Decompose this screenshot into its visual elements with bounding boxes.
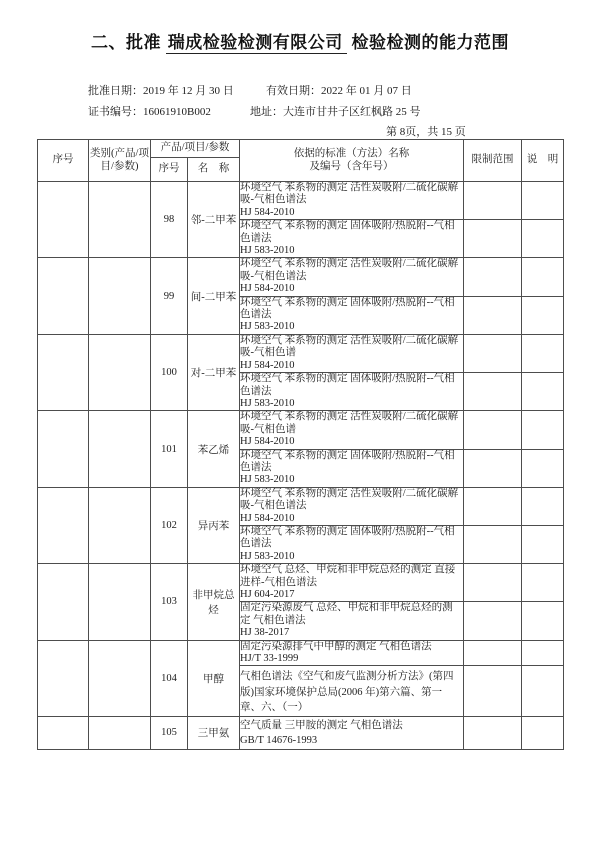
note-cell — [522, 182, 564, 220]
header-limit: 限制范围 — [464, 140, 522, 182]
capability-table — [37, 139, 564, 750]
limit-cell — [464, 411, 522, 449]
address-label: 地址： — [250, 106, 283, 118]
standard-code: HJ 584-2010 — [240, 359, 295, 371]
note-cell — [522, 640, 564, 666]
limit-cell — [464, 449, 522, 487]
standard-code: GB/T 14676-1993 — [240, 734, 318, 746]
standard-cell — [240, 296, 464, 334]
standard-method: 环境空气 苯系物的测定 活性炭吸附/二硫化碳解吸-气相色谱 — [240, 334, 459, 359]
approval-date — [88, 82, 234, 98]
seq-cell — [38, 334, 89, 410]
standard-code: HJ 583-2010 — [240, 474, 295, 486]
address-value: 大连市甘井子区红枫路 25 号 — [283, 106, 421, 118]
limit-cell — [464, 258, 522, 296]
standard-cell — [240, 564, 464, 602]
standard-cell — [240, 640, 464, 666]
row-name-cell: 异丙苯 — [188, 487, 240, 563]
seq-cell — [38, 258, 89, 334]
standard-cell — [240, 220, 464, 258]
limit-cell — [464, 640, 522, 666]
valid-date-value: 2022 年 01 月 07 日 — [321, 85, 412, 97]
header-note: 说 明 — [522, 140, 564, 182]
standard-cell — [240, 666, 464, 717]
standard-method: 固定污染源废气 总烃、甲烷和非甲烷总烃的测定 气相色谱法 — [240, 602, 453, 626]
limit-cell — [464, 602, 522, 640]
standard-code: HJ 583-2010 — [240, 321, 295, 333]
note-cell — [522, 666, 564, 717]
limit-cell — [464, 220, 522, 258]
table-header-row-1 — [38, 140, 564, 158]
standard-cell — [240, 487, 464, 525]
page-indicator: 第 8页，共 15 页 — [386, 126, 466, 138]
standard-cell — [240, 373, 464, 411]
table-row — [38, 564, 564, 602]
certificate-number — [88, 103, 211, 119]
category-cell — [89, 564, 151, 640]
standard-method: 环境空气 苯系物的测定 固体吸附/热脱附--气相色谱法 — [240, 525, 455, 550]
standard-code: HJ 584-2010 — [240, 206, 295, 218]
row-number-cell: 104 — [151, 640, 188, 716]
standard-code: HJ 604-2017 — [240, 589, 295, 600]
limit-cell — [464, 487, 522, 525]
standard-cell — [240, 449, 464, 487]
row-name-cell: 邻-二甲苯 — [188, 182, 240, 258]
title-company-underlined: 瑞成检验检测有限公司 — [166, 33, 347, 54]
standard-method: 环境空气 总烃、甲烷和非甲烷总烃的测定 直接进样-气相色谱法 — [240, 564, 456, 588]
category-cell — [89, 716, 151, 749]
seq-cell — [38, 182, 89, 258]
title-suffix: 检验检测的能力范围 — [351, 33, 509, 52]
seq-cell — [38, 716, 89, 749]
standard-code: HJ 584-2010 — [240, 436, 295, 448]
note-cell — [522, 296, 564, 334]
limit-cell — [464, 334, 522, 372]
table-row — [38, 487, 564, 525]
header-product-seq: 序号 — [151, 158, 188, 182]
note-cell — [522, 716, 564, 749]
header-standard — [240, 140, 464, 182]
limit-cell — [464, 296, 522, 334]
header-standard-line1: 依据的标准（方法）名称 — [293, 148, 410, 159]
standard-code: HJ 583-2010 — [240, 550, 295, 562]
standard-code: HJ 583-2010 — [240, 397, 295, 409]
standard-method: 环境空气 苯系物的测定 活性炭吸附/二硫化碳解吸-气相色谱法 — [240, 258, 459, 282]
table-row — [38, 411, 564, 449]
standard-cell — [240, 334, 464, 372]
table-row — [38, 182, 564, 220]
row-number-cell: 100 — [151, 334, 188, 410]
limit-cell — [464, 373, 522, 411]
standard-method: 环境空气 苯系物的测定 固体吸附/热脱附--气相色谱法 — [240, 296, 455, 321]
standard-code: HJ 584-2010 — [240, 283, 295, 295]
row-number-cell: 103 — [151, 564, 188, 640]
row-number-cell: 105 — [151, 716, 188, 749]
standard-method: 环境空气 苯系物的测定 固体吸附/热脱附--气相色谱法 — [240, 220, 455, 244]
category-cell — [89, 640, 151, 716]
valid-date — [266, 82, 412, 98]
header-seq: 序号 — [38, 140, 89, 182]
row-number-cell: 101 — [151, 411, 188, 487]
standard-code: HJ 584-2010 — [240, 512, 295, 524]
row-name-cell: 三甲氨 — [188, 716, 240, 749]
approval-date-value: 2019 年 12 月 30 日 — [143, 85, 234, 97]
standard-cell — [240, 525, 464, 563]
standard-cell — [240, 602, 464, 640]
row-name-cell: 苯乙烯 — [188, 411, 240, 487]
note-cell — [522, 258, 564, 296]
header-product-name: 名 称 — [188, 158, 240, 182]
page-title — [0, 28, 600, 53]
table-row — [38, 716, 564, 749]
certificate-number-value: 16061910B002 — [143, 106, 211, 118]
table-row — [38, 640, 564, 666]
category-cell — [89, 487, 151, 563]
standard-cell — [240, 716, 464, 749]
standard-method: 环境空气 苯系物的测定 活性炭吸附/二硫化碳解吸-气相色谱法 — [240, 182, 459, 206]
limit-cell — [464, 564, 522, 602]
seq-cell — [38, 564, 89, 640]
header-standard-line2: 及编号（含年号） — [309, 160, 394, 172]
row-number-cell: 99 — [151, 258, 188, 334]
header-product-group: 产品/项目/参数 — [151, 140, 240, 158]
note-cell — [522, 525, 564, 563]
row-number-cell: 102 — [151, 487, 188, 563]
note-cell — [522, 564, 564, 602]
note-cell — [522, 373, 564, 411]
standard-cell — [240, 258, 464, 296]
table-row — [38, 258, 564, 296]
approval-date-label: 批准日期： — [88, 85, 143, 97]
standard-method: 环境空气 苯系物的测定 活性炭吸附/二硫化碳解吸-气相色谱法 — [240, 487, 459, 512]
row-name-cell: 非甲烷总烃 — [188, 564, 240, 640]
category-cell — [89, 334, 151, 410]
note-cell — [522, 449, 564, 487]
limit-cell — [464, 666, 522, 717]
address — [250, 103, 421, 119]
standard-method: 空气质量 三甲胺的测定 气相色谱法 — [240, 719, 403, 731]
header-category: 类别(产品/项目/参数) — [89, 140, 151, 182]
standard-code: HJ 38-2017 — [240, 627, 290, 639]
row-number-cell: 98 — [151, 182, 188, 258]
standard-method: 气相色谱法《空气和废气监测分析方法》(第四版)国家环境保护总局(2006 年)第六篇、第一章、六、（一） — [240, 671, 454, 714]
row-name-cell: 间-二甲苯 — [188, 258, 240, 334]
row-name-cell: 对-二甲苯 — [188, 334, 240, 410]
limit-cell — [464, 716, 522, 749]
standard-method: 环境空气 苯系物的测定 固体吸附/热脱附--气相色谱法 — [240, 449, 455, 473]
standard-code: HJ/T 33-1999 — [240, 653, 299, 665]
standard-code: HJ 583-2010 — [240, 245, 295, 257]
category-cell — [89, 411, 151, 487]
seq-cell — [38, 487, 89, 563]
standard-cell — [240, 411, 464, 449]
note-cell — [522, 411, 564, 449]
category-cell — [89, 258, 151, 334]
limit-cell — [464, 525, 522, 563]
standard-cell — [240, 182, 464, 220]
standard-method: 环境空气 苯系物的测定 活性炭吸附/二硫化碳解吸-气相色谱 — [240, 411, 459, 435]
seq-cell — [38, 411, 89, 487]
seq-cell — [38, 640, 89, 716]
title-prefix: 二、批准 — [91, 33, 161, 52]
limit-cell — [464, 182, 522, 220]
note-cell — [522, 334, 564, 372]
category-cell — [89, 182, 151, 258]
note-cell — [522, 220, 564, 258]
table-row — [38, 334, 564, 372]
note-cell — [522, 602, 564, 640]
row-name-cell: 甲醇 — [188, 640, 240, 716]
valid-date-label: 有效日期： — [266, 85, 321, 97]
note-cell — [522, 487, 564, 525]
standard-method: 固定污染源排气中甲醇的测定 气相色谱法 — [240, 640, 432, 652]
standard-method: 环境空气 苯系物的测定 固体吸附/热脱附--气相色谱法 — [240, 373, 455, 397]
certificate-number-label: 证书编号： — [88, 106, 143, 118]
